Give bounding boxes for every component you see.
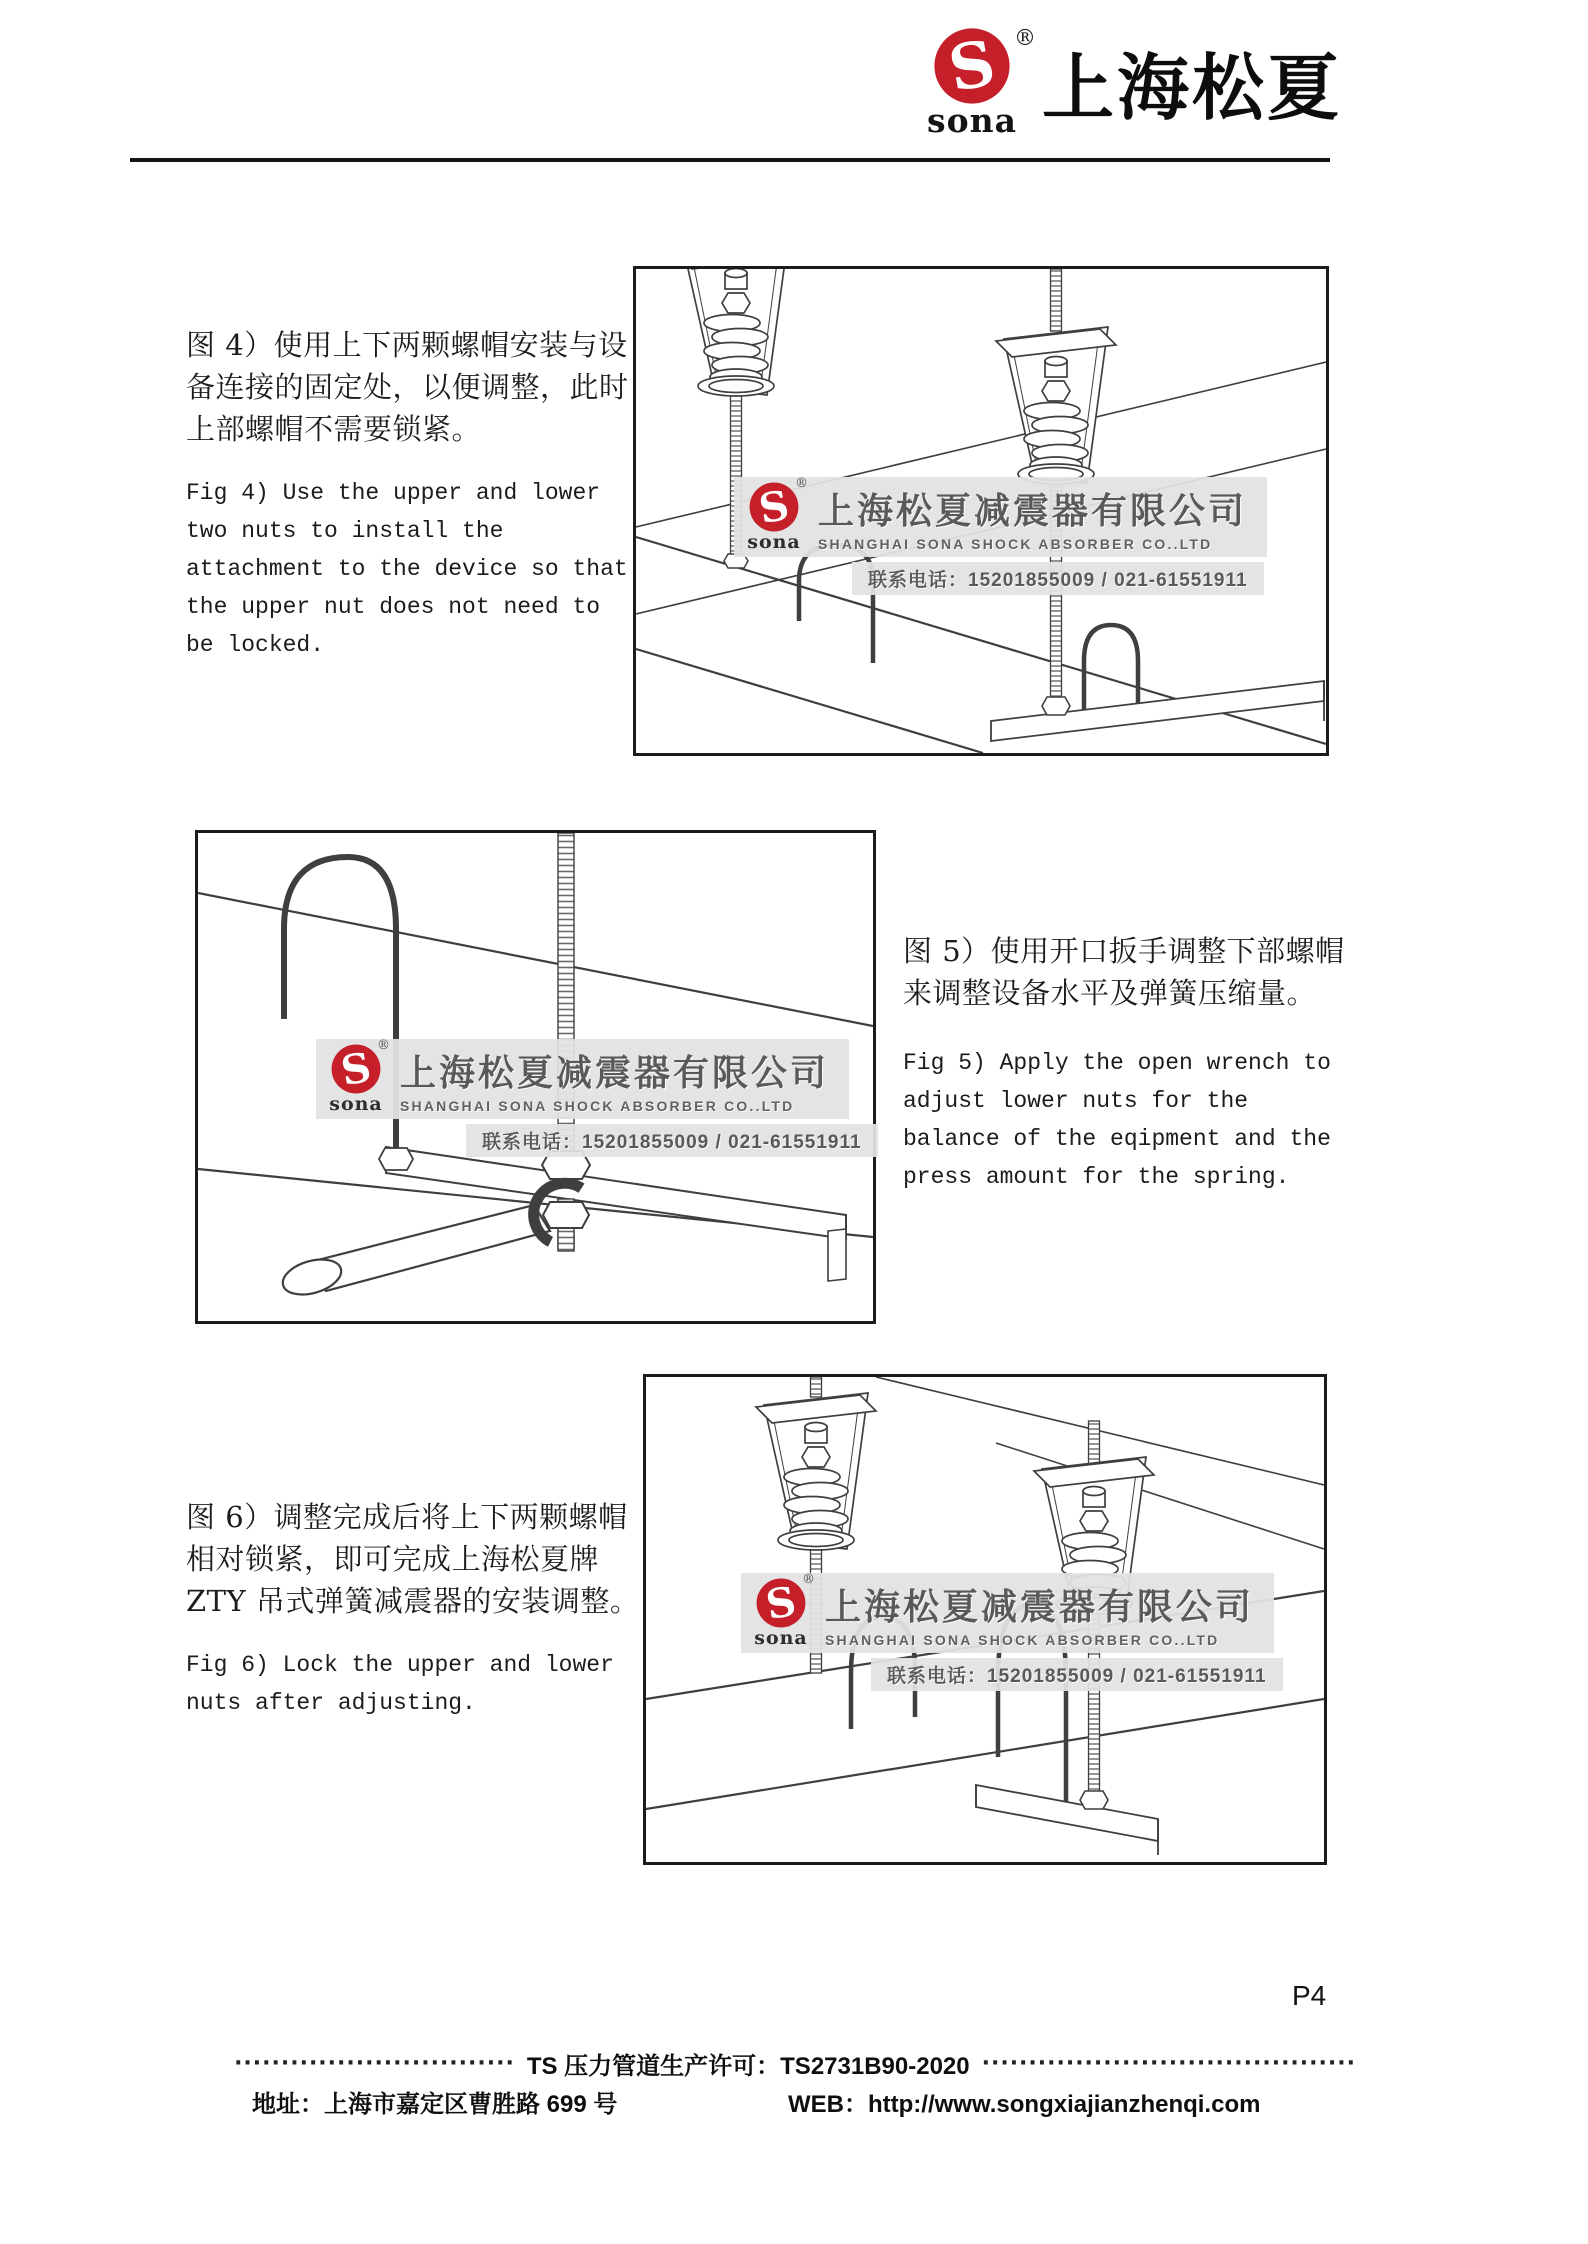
registered-trademark-icon: ® (1014, 26, 1036, 51)
hex-nut (1080, 1791, 1108, 1809)
text-line: Fig 5) Apply the open wrench to (903, 1050, 1331, 1076)
text-line: the upper nut does not need to (186, 594, 601, 620)
spring-hanger-icon (756, 1393, 876, 1550)
watermark-phone: 联系电话：15201855009 / 021-61551911 (852, 562, 1264, 595)
leader-dots: ······························ (234, 2051, 515, 2076)
spring-hanger-icon (996, 327, 1116, 484)
text-line: press amount for the spring. (903, 1164, 1290, 1190)
spring-hanger-icon (676, 269, 796, 396)
text-line: Fig 6) Lock the upper and lower (186, 1652, 614, 1678)
svg-text:S: S (755, 481, 793, 533)
fig4-image (633, 266, 1329, 756)
fig5-caption-cn (903, 930, 1373, 1014)
figure-watermark (734, 477, 1267, 595)
brand-word: sona (927, 101, 1017, 140)
fig6-image (643, 1374, 1327, 1865)
open-wrench-icon (279, 1183, 589, 1300)
watermark-company-cn: 上海松夏减震器有限公司 (818, 489, 1248, 531)
watermark-brand-word: sona (747, 531, 801, 553)
fig4-caption-cn (186, 324, 646, 450)
registered-trademark-icon: ® (795, 476, 808, 491)
figure-watermark (741, 1573, 1283, 1691)
hex-nut (543, 1202, 589, 1228)
text-line: 图 5）使用开口扳手调整下部螺帽 (903, 934, 1345, 968)
registered-trademark-icon: ® (377, 1038, 390, 1053)
registered-trademark-icon: ® (802, 1572, 815, 1587)
svg-text:S: S (762, 1577, 800, 1629)
text-line: 来调整设备水平及弹簧压缩量。 (903, 976, 1317, 1010)
watermark-band (741, 1573, 1274, 1653)
footer-cert-row (130, 2046, 1460, 2081)
watermark-company-en: SHANGHAI SONA SHOCK ABSORBER CO..LTD (825, 1631, 1220, 1648)
header-divider (130, 158, 1330, 162)
text-line: ZTY 吊式弹簧减震器的安装调整。 (186, 1584, 640, 1618)
text-line: be locked. (186, 632, 325, 658)
watermark-company-en: SHANGHAI SONA SHOCK ABSORBER CO..LTD (400, 1097, 795, 1114)
sona-logo-icon (324, 1038, 390, 1115)
fig4-caption-en (186, 474, 656, 664)
text-line: attachment to the device so that (186, 556, 628, 582)
watermark-company-en: SHANGHAI SONA SHOCK ABSORBER CO..LTD (818, 535, 1213, 552)
text-line: 图 4）使用上下两颗螺帽安装与设 (186, 328, 628, 362)
text-line: 相对锁紧，即可完成上海松夏牌 (186, 1542, 600, 1576)
footer-web-url: WEB：http://www.songxiajianzhenqi.com (788, 2091, 1261, 2118)
footer-cert-text: TS 压力管道生产许可：TS2731B90-2020 (526, 2053, 970, 2080)
watermark-phone: 联系电话：15201855009 / 021-61551911 (466, 1124, 878, 1157)
channel-bracket (991, 681, 1324, 741)
sona-logo-icon (749, 1572, 815, 1649)
text-line: balance of the eqipment and the (903, 1126, 1331, 1152)
watermark-brand-word: sona (329, 1093, 383, 1115)
text-line: Fig 4) Use the upper and lower (186, 480, 601, 506)
watermark-phone: 联系电话：15201855009 / 021-61551911 (871, 1658, 1283, 1691)
text-line: nuts after adjusting. (186, 1690, 476, 1716)
text-line: adjust lower nuts for the (903, 1088, 1249, 1114)
leader-dots: ········································ (981, 2051, 1356, 2076)
watermark-band (734, 477, 1267, 557)
watermark-company-cn: 上海松夏减震器有限公司 (400, 1051, 830, 1093)
watermark-band (316, 1039, 849, 1119)
text-line: 备连接的固定处，以便调整，此时 (186, 370, 629, 404)
page-title: 上海松夏 (1042, 49, 1343, 129)
svg-text:S: S (337, 1043, 375, 1095)
text-line: 上部螺帽不需要锁紧。 (186, 412, 482, 446)
hex-nut (1042, 697, 1070, 715)
text-line: two nuts to install the (186, 518, 504, 544)
fig6-caption-en (186, 1646, 656, 1722)
svg-text:S: S (943, 26, 1001, 106)
fig5-caption-en (903, 1044, 1373, 1196)
sona-logo-icon (932, 26, 1012, 106)
footer-address: 地址：上海市嘉定区曹胜路 699 号 (252, 2091, 618, 2118)
watermark-company-cn: 上海松夏减震器有限公司 (825, 1585, 1255, 1627)
fig5-image (195, 830, 876, 1324)
fig6-caption-cn (186, 1496, 656, 1622)
channel-bracket (386, 1147, 846, 1281)
sona-logo-icon (742, 476, 808, 553)
watermark-brand-word: sona (754, 1627, 808, 1649)
page-number: P4 (1292, 1980, 1327, 2011)
text-line: 图 6）调整完成后将上下两颗螺帽 (186, 1500, 628, 1534)
figure-watermark (316, 1039, 878, 1157)
